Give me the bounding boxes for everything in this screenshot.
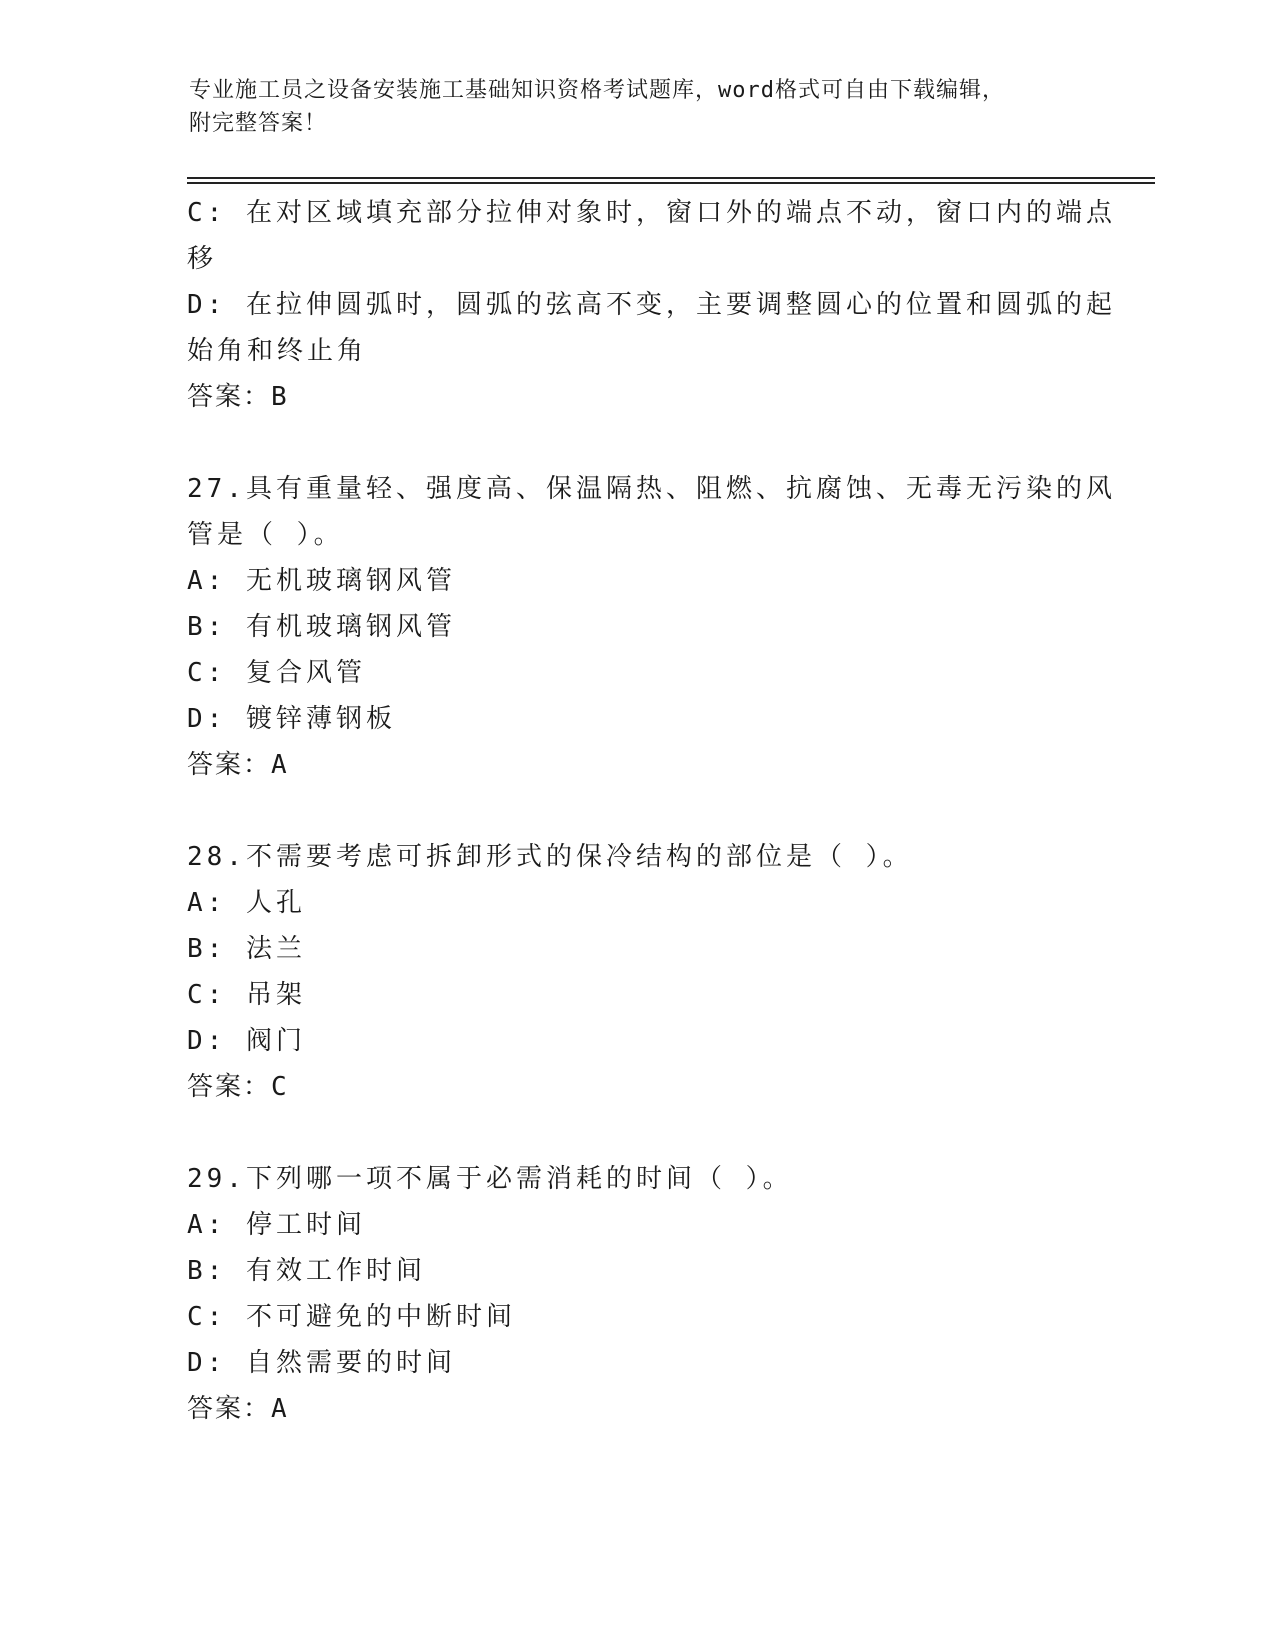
document-header xyxy=(189,74,1089,140)
header-line-2: 附完整答案！ xyxy=(189,111,328,136)
answer-line: 答案：A xyxy=(187,1394,289,1424)
question-text-line: B: 有机玻璃钢风管 xyxy=(187,612,456,642)
question-list xyxy=(187,190,1116,1432)
question-block xyxy=(187,466,1116,788)
header-line-1: 专业施工员之设备安装施工基础知识资格考试题库，word格式可自由下载编辑， xyxy=(189,78,1005,103)
question-text-line: 始角和终止角 xyxy=(187,336,368,366)
block-spacer xyxy=(187,1110,1087,1156)
question-text-line: D: 在拉伸圆弧时，圆弧的弦高不变，主要调整圆心的位置和圆弧的起 xyxy=(187,290,1116,320)
question-block xyxy=(187,834,1087,1110)
question-text-line: B: 有效工作时间 xyxy=(187,1256,426,1286)
question-text-line: A: 人孔 xyxy=(187,888,306,918)
question-text-line: C: 不可避免的中断时间 xyxy=(187,1302,516,1332)
question-text-line: 管是（ ）。 xyxy=(187,520,344,550)
question-text-line: C: 吊架 xyxy=(187,980,306,1010)
question-text-line: D: 镀锌薄钢板 xyxy=(187,704,396,734)
question-text-line: B: 法兰 xyxy=(187,934,306,964)
question-text-line: 28.不需要考虑可拆卸形式的保冷结构的部位是（ ）。 xyxy=(187,842,913,872)
header-divider-bottom xyxy=(187,182,1155,184)
question-text-line: D: 自然需要的时间 xyxy=(187,1348,456,1378)
block-spacer xyxy=(187,420,1087,466)
question-text-line: C: 复合风管 xyxy=(187,658,366,688)
answer-line: 答案：A xyxy=(187,750,289,780)
answer-line: 答案：C xyxy=(187,1072,289,1102)
question-text-line: A: 停工时间 xyxy=(187,1210,366,1240)
question-text-line: 29.下列哪一项不属于必需消耗的时间（ ）。 xyxy=(187,1164,793,1194)
question-text-line: 移 xyxy=(187,244,218,274)
block-spacer xyxy=(187,788,1087,834)
question-text-line: D: 阀门 xyxy=(187,1026,306,1056)
header-divider-top xyxy=(187,177,1155,179)
question-text-line: 27.具有重量轻、强度高、保温隔热、阻燃、抗腐蚀、无毒无污染的风 xyxy=(187,474,1116,504)
answer-line: 答案：B xyxy=(187,382,289,412)
question-block xyxy=(187,1156,1087,1432)
question-block xyxy=(187,190,1116,420)
question-text-line: A: 无机玻璃钢风管 xyxy=(187,566,456,596)
question-text-line: C: 在对区域填充部分拉伸对象时，窗口外的端点不动，窗口内的端点 xyxy=(187,198,1116,228)
